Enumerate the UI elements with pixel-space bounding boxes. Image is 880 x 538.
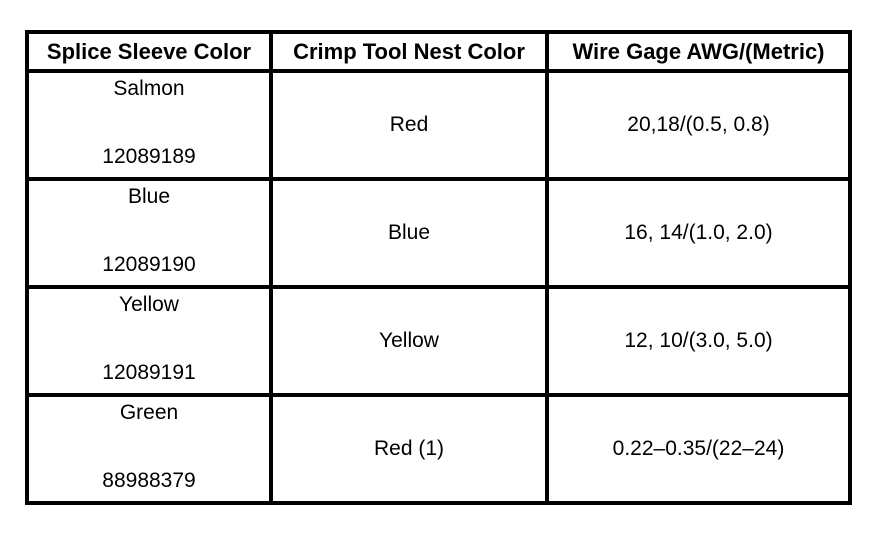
cell-sleeve-color: [27, 287, 271, 395]
cell-sleeve-color: [27, 179, 271, 287]
cell-sleeve-color: [27, 71, 271, 179]
column-header-crimp-tool-nest-color: Crimp Tool Nest Color: [271, 32, 547, 71]
sleeve-color-name: Blue: [127, 185, 171, 208]
sleeve-color-cell-content: [29, 185, 269, 277]
cell-wire-gage: 12, 10/(3.0, 5.0): [547, 287, 850, 395]
sleeve-color-cell-content: [29, 77, 269, 169]
sleeve-color-name: Green: [119, 401, 179, 424]
column-header-wire-gage: Wire Gage AWG/(Metric): [547, 32, 850, 71]
sleeve-color-cell-content: [29, 293, 269, 385]
sleeve-color-name: Salmon: [113, 77, 185, 100]
cell-nest-color: Red (1): [271, 395, 547, 503]
sleeve-part-number: 12089189: [102, 145, 196, 168]
sleeve-color-name: Yellow: [119, 293, 179, 316]
column-header-splice-sleeve-color: Splice Sleeve Color: [27, 32, 271, 71]
cell-wire-gage: 0.22–0.35/(22–24): [547, 395, 850, 503]
cell-nest-color: Blue: [271, 179, 547, 287]
cell-nest-color: Yellow: [271, 287, 547, 395]
table-header-row: [27, 32, 850, 71]
table-row: [27, 71, 850, 179]
table-row: [27, 395, 850, 503]
sleeve-part-number: 12089190: [102, 253, 196, 276]
cell-wire-gage: 20,18/(0.5, 0.8): [547, 71, 850, 179]
table-row: [27, 179, 850, 287]
cell-wire-gage: 16, 14/(1.0, 2.0): [547, 179, 850, 287]
cell-nest-color: Red: [271, 71, 547, 179]
table-row: [27, 287, 850, 395]
sleeve-part-number: 88988379: [102, 469, 196, 492]
splice-sleeve-color-table: [25, 30, 852, 505]
sleeve-part-number: 12089191: [102, 361, 196, 384]
cell-sleeve-color: [27, 395, 271, 503]
sleeve-color-cell-content: [29, 401, 269, 493]
